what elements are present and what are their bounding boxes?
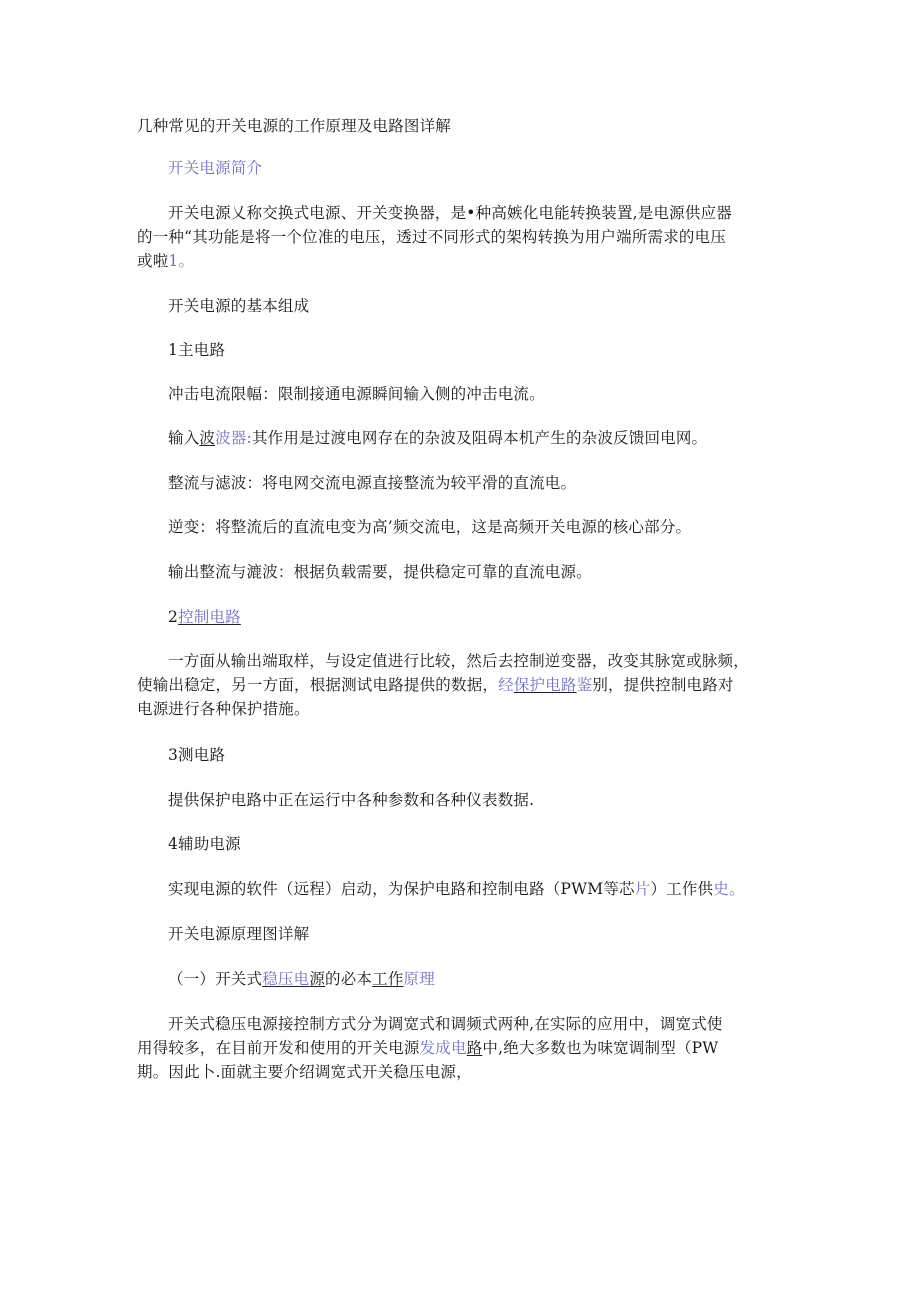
s2-para-line-3: 电源进行各种保护措施。 bbox=[137, 700, 310, 718]
final-text-d: 中,绝大多数也为味宽调制型（PW bbox=[482, 1039, 719, 1057]
intro-para-line-3 bbox=[137, 251, 194, 271]
link-bo[interactable]: 波 bbox=[199, 429, 216, 447]
link-yuanli[interactable]: 原理 bbox=[403, 970, 435, 988]
s1-para-5: 输出整流与漉波：根据负载需要，提供稳定可靠的直流电源。 bbox=[168, 563, 592, 581]
link-baohu-dianlu[interactable]: 保护电路 bbox=[513, 676, 577, 694]
diagram-heading: 开关电源原理图详解 bbox=[168, 925, 310, 943]
footnote-link[interactable]: 1。 bbox=[168, 252, 195, 270]
s2-para-line-2 bbox=[137, 675, 734, 695]
link-jianjie[interactable]: 简介 bbox=[230, 159, 263, 177]
link-boqi[interactable]: 波器: bbox=[215, 429, 252, 447]
link-shi[interactable]: 史。 bbox=[713, 880, 745, 898]
link-jian[interactable]: 鉴 bbox=[576, 676, 593, 694]
s2-text-a: 使输出稳定，另一方面，根据测试电路提供的数据， bbox=[137, 676, 499, 694]
s1-para-4: 逆变：将整流后的直流电变为高’频交流电，这是高频开关电源的核心部分。 bbox=[168, 518, 692, 536]
intro-para-line-2: 的一种“其功能是将一个位准的电压，透过不同形式的架构转换为用户端所需求的电压 bbox=[137, 228, 727, 246]
link-gongzuo[interactable]: 工作 bbox=[372, 970, 404, 988]
final-para-line-3: 期。因此卜.面就主要介绍调宽式开关稳压电源， bbox=[137, 1063, 472, 1081]
intro-text: 或啦 bbox=[137, 252, 169, 270]
s1-para-2 bbox=[168, 428, 707, 448]
s1-para-1: 冲击电流限幅：限制接通电源瞬间输入侧的冲击电流。 bbox=[168, 385, 545, 403]
final-text-a: 用得较多，在目前开发和使用的开关电源 bbox=[137, 1039, 420, 1057]
link-lu[interactable]: 路 bbox=[466, 1039, 483, 1057]
s1-para-3: 整流与滤波：将电网交流电源直接整流为较平滑的直流电。 bbox=[168, 474, 577, 492]
final-para-line-1: 开关式稳压电源接控制方式分为调宽式和调频式两种,在实际的应用中，调宽式使 bbox=[168, 1015, 723, 1033]
sub1-heading bbox=[168, 969, 435, 989]
s3-para: 提供保护电路中正在运行中各种参数和各种仪表数据. bbox=[168, 791, 535, 809]
s1-heading: 1主电路 bbox=[168, 341, 226, 359]
link-wenya-dian[interactable]: 稳压电 bbox=[262, 970, 310, 988]
s1-para-2-prefix: 输入 bbox=[168, 429, 200, 447]
final-para-line-2 bbox=[137, 1038, 718, 1058]
intro-para-line-1: 开关电源乂称交换式电源、开关变换器，是•种高嫉化电能转换装置,是电源供应器 bbox=[168, 204, 732, 222]
s4-heading: 4辅助电源 bbox=[168, 835, 241, 853]
link-jing[interactable]: 经 bbox=[498, 676, 514, 694]
basic-heading: 开关电源的基本组成 bbox=[168, 297, 310, 315]
s4-text-a: 实现电源的软件（远程）启动，为保护电路和控制电路（PWM等芯 bbox=[168, 880, 635, 898]
s1-para-2-rest: 其作用是过渡电网存在的杂波及阻碍本机产生的杂波反馈回电网。 bbox=[251, 429, 708, 447]
s4-text-c: ）工作供 bbox=[650, 880, 714, 898]
s4-para bbox=[168, 879, 745, 899]
link-kaiguan-dianyuan[interactable]: 开关电源 bbox=[168, 159, 231, 177]
page-title: 几种常见的开关电源的工作原理及电路图详解 bbox=[137, 117, 452, 135]
link-kongzhi-dianlu[interactable]: 控制电路 bbox=[178, 608, 241, 626]
sub1-text-d: 的必本 bbox=[325, 970, 373, 988]
intro-heading bbox=[168, 158, 262, 178]
link-facheng-dian[interactable]: 发成电 bbox=[419, 1039, 467, 1057]
sub1-prefix: （一）开关式 bbox=[168, 970, 263, 988]
link-pian[interactable]: 片 bbox=[634, 880, 651, 898]
s2-para-line-1: 一方面从输出端取样，与设定值进行比较，然后去控制逆变器，改变其脉宽或脉频， bbox=[168, 652, 749, 670]
s2-heading bbox=[168, 607, 241, 627]
link-yuan[interactable]: 源 bbox=[309, 970, 326, 988]
s2-number: 2 bbox=[168, 608, 179, 626]
s2-text-e: 别，提供控制电路对 bbox=[592, 676, 734, 694]
s3-heading: 3测电路 bbox=[168, 746, 226, 764]
